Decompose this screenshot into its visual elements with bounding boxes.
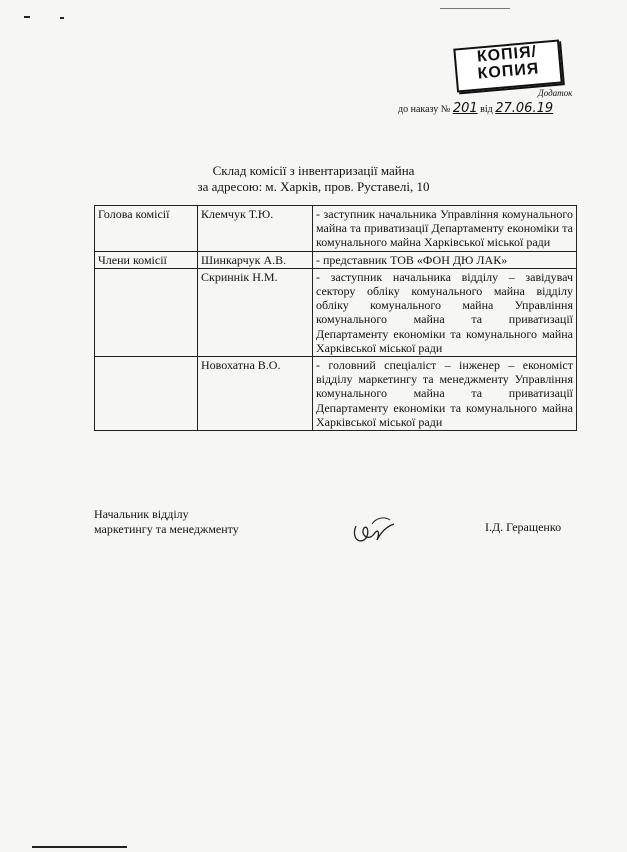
name-cell: Скриннік Н.М. <box>198 268 313 356</box>
order-number: 201 <box>452 101 478 116</box>
position-cell: - головний спеціаліст – інженер – економіст відділу маркетингу та менеджменту Управління комунального майна та приватизації Департаменту економіки та комунального майна Харківської міської ради <box>313 357 577 431</box>
order-date: 27.06.19 <box>495 101 554 116</box>
position-cell: - заступник начальника Управління комунального майна та приватизації Департаменту економіки та комунального майна Харківської міської ради <box>313 206 577 252</box>
name-cell: Новохатна В.О. <box>198 357 313 431</box>
copy-stamp <box>453 39 562 92</box>
position-cell: - заступник начальника відділу – завідувач сектору обліку комунального майна відділу обліку комунального майна Управління комунального майна та приватизації Департаменту економіки та комунального майна Харківської міської ради <box>313 268 577 356</box>
order-prefix: до наказу № <box>398 104 451 115</box>
table-row <box>95 206 577 252</box>
signer-position <box>94 507 239 537</box>
position-line-2: маркетингу та менеджменту <box>94 522 239 536</box>
scan-speck <box>60 17 64 19</box>
date-prefix: від <box>480 104 493 115</box>
title-line-1: Склад комісії з інвентаризації майна <box>212 163 415 178</box>
stamp-line-1: КОПІЯ/ <box>476 43 538 66</box>
role-cell: Голова комісії <box>95 206 198 252</box>
annex-title: Додаток <box>538 88 573 98</box>
role-cell: Члени комісії <box>95 251 198 268</box>
bottom-rule <box>32 846 127 848</box>
role-cell <box>95 357 198 431</box>
stamp-line-2: КОПИЯ <box>476 60 540 83</box>
table-row <box>95 357 577 431</box>
scan-speck <box>24 16 30 18</box>
commission-table <box>94 205 577 431</box>
signer-name: І.Д. Геращенко <box>485 520 562 534</box>
handwritten-signature <box>350 512 400 552</box>
title-line-2: за адресою: м. Харків, пров. Руставелі, 10 <box>197 179 430 194</box>
table-row <box>95 268 577 356</box>
name-cell: Клемчук Т.Ю. <box>198 206 313 252</box>
order-reference <box>398 101 553 116</box>
scan-speck <box>440 8 510 9</box>
document-title <box>0 163 627 195</box>
table-row <box>95 251 577 268</box>
position-line-1: Начальник відділу <box>94 507 189 521</box>
name-cell: Шинкарчук А.В. <box>198 251 313 268</box>
role-cell <box>95 268 198 356</box>
commission-table-body <box>95 206 577 431</box>
position-cell: - представник ТОВ «ФОН ДЮ ЛАК» <box>313 251 577 268</box>
